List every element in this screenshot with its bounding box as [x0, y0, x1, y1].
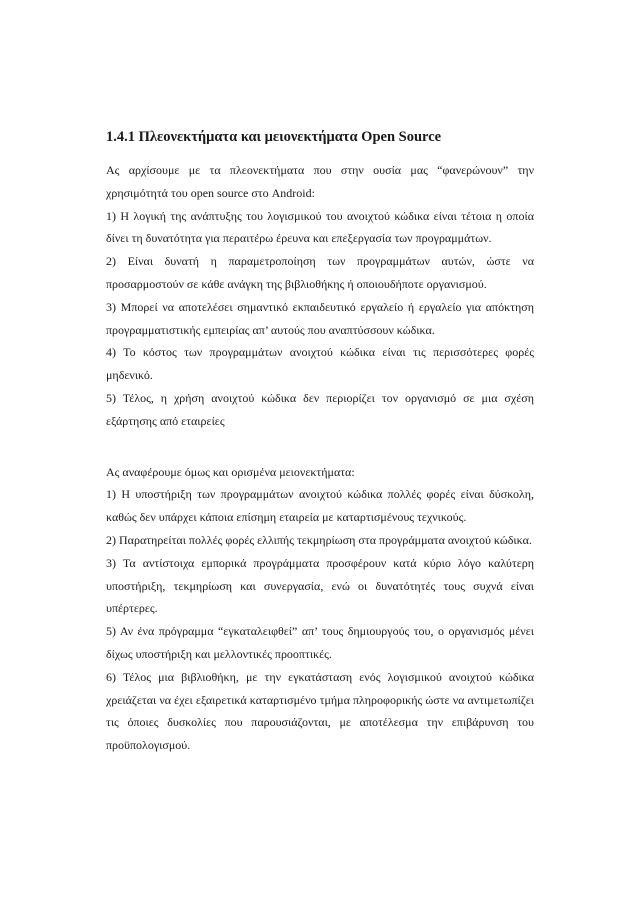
disadvantage-item-1: 1) Η υποστήριξη των προγραμμάτων ανοιχτού κώδικα πολλές φορές είναι δύσκολη, καθώς δεν υπάρχει κάποια επίσημη εταιρεία με καταρτισμένους τεχνικούς. — [106, 487, 534, 525]
page-body — [106, 128, 534, 757]
disadvantage-item-6: 6) Τέλος μια βιβλιοθήκη, με την εγκατάσταση ενός λογισμικού ανοιχτού κώδικα χρειάζεται να έχει εξαιρετικά καταρτισμένο τμήμα πληροφορικής ώστε να αντιμετωπίζει τις όποιες δυσκολίες που παρουσιάζονται, με αποτέλεσμα την επιβάρυνση του προϋπολογισμού. — [106, 669, 534, 753]
advantage-item-4: 4) Το κόστος των προγραμμάτων ανοιχτού κώδικα είναι τις περισσότερες φορές μηδενικό. — [106, 345, 534, 383]
advantages-intro: Ας αρχίσουμε με τα πλεονεκτήματα που στην ουσία μας “φανερώνουν” την χρησιμότητά του open source στο Android: — [106, 163, 534, 200]
advantage-item-2: 2) Είναι δυνατή η παραμετροποίηση των προγραμμάτων αυτών, ώστε να προσαρμοστούν σε κάθε ανάγκη της βιβλιοθήκης ή οποιουδήποτε οργανισμού. — [106, 254, 534, 291]
disadvantages-intro: Ας αναφέρουμε όμως και ορισμένα μειονεκτήματα: — [106, 464, 355, 479]
section-heading: 1.4.1 Πλεονεκτήματα και μειονεκτήματα Open Source — [106, 129, 442, 145]
advantage-item-5: 5) Τέλος, η χρήση ανοιχτού κώδικα δεν περιορίζει τον οργανισμό σε μια σχέση εξάρτησης από εταιρείες — [106, 390, 534, 428]
disadvantage-item-3: 3) Τα αντίστοιχα εμπορικά προγράμματα προσφέρουν κατά κύριο λόγο καλύτερη υποστήριξη, τεκμηρίωση και συνεργασία, ενώ οι δυνατότητές τους συχνά είναι υπέρτερες. — [106, 555, 534, 616]
advantages-section — [106, 159, 534, 433]
disadvantages-section — [106, 461, 534, 757]
disadvantage-item-5: 5) Αν ένα πρόγραμμα “εγκαταλειφθεί” απ’ τους δημιουργούς του, ο οργανισμός μένει δίχως υποστήριξη και μελλοντικές προοπτικές. — [106, 624, 534, 661]
advantage-item-3: 3) Μπορεί να αποτελέσει σημαντικό εκπαιδευτικό εργαλείο ή εργαλείο για απόκτηση προγραμματιστικής εμπειρίας απ’ αυτούς που αναπτύσσουν κώδικα. — [106, 299, 534, 337]
advantage-item-1: 1) Η λογική της ανάπτυξης του λογισμικού του ανοιχτού κώδικα είναι τέτοια η οποία δίνει τη δυνατότητα για περαιτέρω έρευνα και επεξεργασία των προγραμμάτων. — [106, 208, 534, 246]
disadvantage-item-2: 2) Παρατηρείται πολλές φορές ελλιπής τεκμηρίωση στα προγράμματα ανοιχτού κώδικα. — [106, 532, 532, 547]
section-spacer — [106, 433, 534, 461]
